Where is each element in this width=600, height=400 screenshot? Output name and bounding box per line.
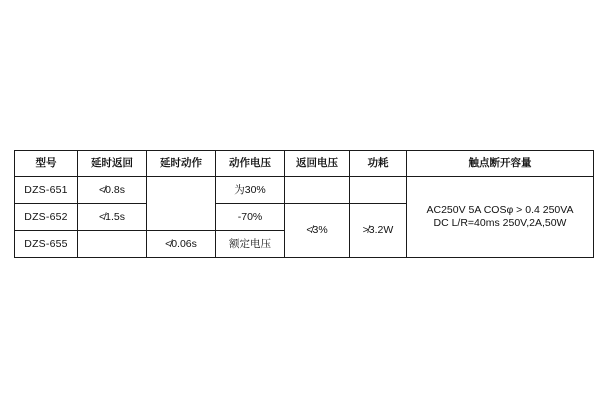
cell-delay-action-3: ≮0.06s — [147, 231, 216, 258]
specification-table — [14, 150, 594, 258]
header-return-voltage: 返回电压 — [285, 151, 350, 177]
cell-return-voltage-blank — [285, 177, 350, 204]
cell-return-voltage-2: ≮3% — [285, 204, 350, 258]
capacity-line-ac: AC250V 5A COSφ > 0.4 250VA — [426, 204, 574, 217]
cell-action-voltage-3: 额定电压 — [216, 231, 285, 258]
cell-action-voltage-2: -70% — [216, 204, 285, 231]
cell-delay-return-1: ≮0.8s — [78, 177, 147, 204]
cell-contact-capacity — [407, 177, 594, 258]
cell-delay-action-blank — [147, 177, 216, 231]
capacity-line-dc: DC L/R=40ms 250V,2A,50W — [433, 217, 567, 229]
cell-power-blank-top — [350, 177, 407, 204]
table-header-row — [15, 151, 594, 177]
cell-delay-return-2: ≮1.5s — [78, 204, 147, 231]
spec-table-container — [14, 150, 586, 258]
table-body — [15, 177, 594, 258]
cell-power: ≯3.2W — [350, 204, 407, 258]
header-model: 型号 — [15, 151, 78, 177]
cell-model-2: DZS-652 — [15, 204, 78, 231]
header-contact-capacity: 触点断开容量 — [407, 151, 594, 177]
table-header — [15, 151, 594, 177]
cell-model-1: DZS-651 — [15, 177, 78, 204]
header-power: 功耗 — [350, 151, 407, 177]
header-delay-action: 延时动作 — [147, 151, 216, 177]
cell-model-3: DZS-655 — [15, 231, 78, 258]
table-row — [15, 177, 594, 204]
cell-delay-return-blank — [78, 231, 147, 258]
header-delay-return: 延时返回 — [78, 151, 147, 177]
cell-action-voltage-1: 为30% — [216, 177, 285, 204]
header-action-voltage: 动作电压 — [216, 151, 285, 177]
